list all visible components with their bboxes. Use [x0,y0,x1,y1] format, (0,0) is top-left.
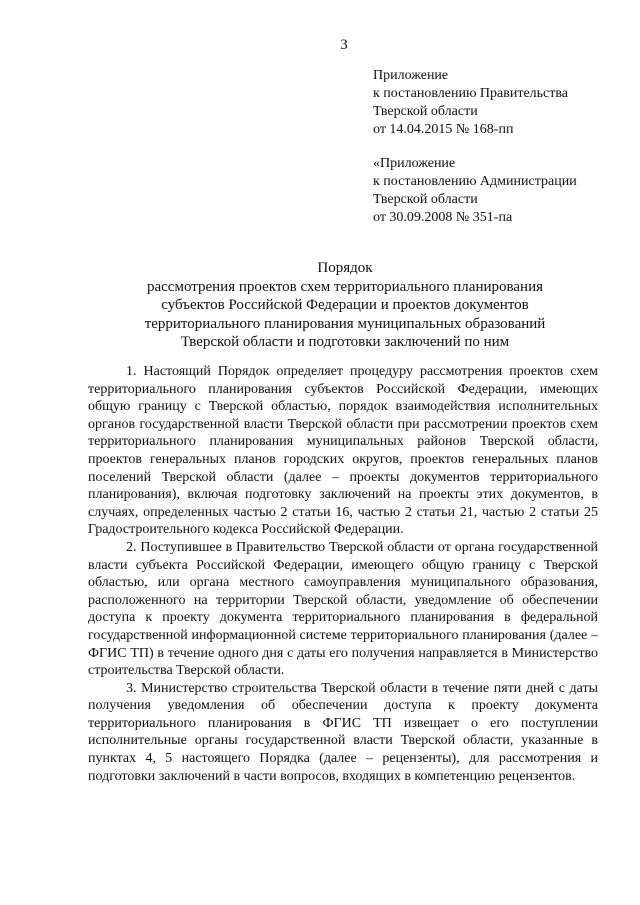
annex-line: от 14.04.2015 № 168-пп [373,122,514,137]
annex-block-original [373,155,623,227]
paragraph-2: 2. Поступившее в Правительство Тверской области от органа государственной власти субъекта Российской Федерации, имеющего общую границу с Тверской областью, или органа местного самоуправления муниципального образования, расположенного на территории Тверской области, уведомление об обеспечении доступа к проекту документа территориального планирования в федеральной государственной информационной системе территориального планирования (далее – ФГИС ТП) в течение одного дня с даты его получения направляется в Министерство строительства Тверской области. [88,539,598,679]
annex-line: к постановлению Администрации [373,174,577,189]
title-line: Тверской области и подготовки заключений по ним [180,334,510,350]
title-line: субъектов Российской Федерации и проектов документов [161,297,529,313]
title-line: территориального планирования муниципальных образований [144,315,546,332]
annex-block-current [373,67,623,139]
title-line: рассмотрения проектов схем территориального планирования [146,278,544,295]
page-number: 3 [340,37,348,53]
document-body [88,363,598,785]
annex-line: от 30.09.2008 № 351-па [373,210,513,225]
title-heading: Порядок [317,260,373,276]
annex-line: Тверской области [373,192,478,207]
annex-line: Тверской области [373,104,478,119]
annex-line: к постановлению Правительства [373,86,569,101]
annex-line: Приложение [373,68,449,83]
paragraph-3: 3. Министерство строительства Тверской области в течение пяти дней с даты получения уведомления об обеспечении доступа к проекту документа территориального планирования в ФГИС ТП извещает о его поступлении исполнительные органы государственной власти Тверской области, указанные в пунктах 4, 5 настоящего Порядка (далее – рецензенты), для рассмотрения и подготовки заключений в части вопросов, входящих в компетенцию рецензентов. [88,680,598,784]
paragraph-1: 1. Настоящий Порядок определяет процедуру рассмотрения проектов схем территориального планирования субъектов Российской Федерации, имеющих общую границу с Тверской областью, порядок взаимодействия исполнительных органов государственной власти Тверской области при рассмотрении проектов схем территориального планирования муниципальных районов Тверской области, проектов генеральных планов городских округов, проектов генеральных планов поселений Тверской области (далее – проекты документов территориального планирования), включая подготовку заключений на проекты этих документов, в случаях, определенных частью 2 статьи 16, частью 2 статьи 21, частью 2 статьи 25 Градостроительного кодекса Российской Федерации. [88,364,598,538]
annex-line: «Приложение [373,156,456,171]
document-title [80,259,610,352]
